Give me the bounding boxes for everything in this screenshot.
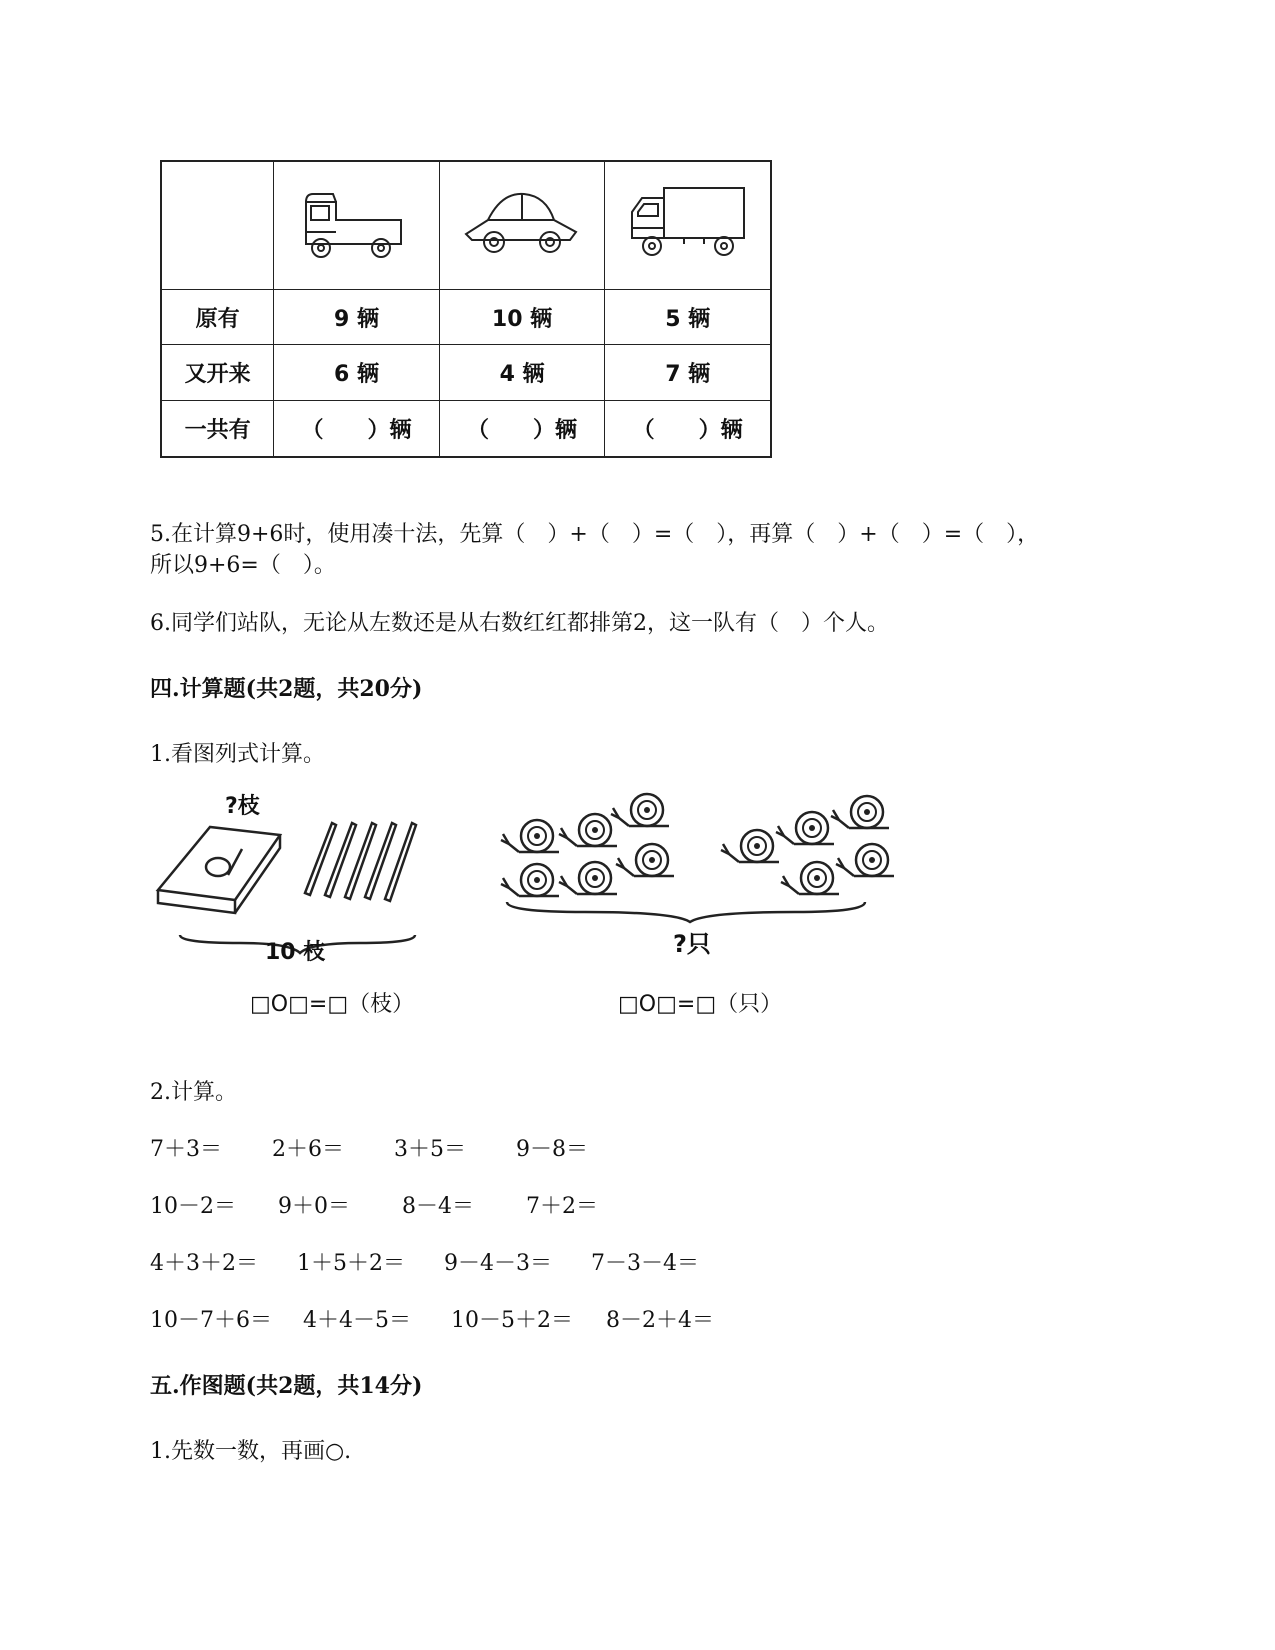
car-icon — [462, 182, 582, 262]
vehicle-count-table — [160, 160, 772, 458]
calc-item[interactable]: 4＋4－5＝ — [303, 1308, 411, 1333]
van-truck-icon — [628, 182, 748, 262]
calc-item[interactable]: 3＋5＝ — [394, 1137, 466, 1162]
picture-2-equation[interactable]: □O□=□（只） — [618, 992, 783, 1017]
table-cell: 9 辆 — [274, 289, 440, 345]
calc-row-2 — [150, 1192, 598, 1222]
calc-item[interactable]: 9＋0＝ — [278, 1194, 350, 1219]
row-label: 一共有 — [161, 401, 274, 457]
row-label: 原有 — [161, 289, 274, 345]
calc-item[interactable]: 10－5＋2＝ — [451, 1308, 573, 1333]
calc-row-4 — [150, 1306, 714, 1336]
calc-item[interactable]: 7－3－4＝ — [591, 1251, 699, 1276]
snails-icon — [495, 790, 915, 925]
table-corner-cell — [161, 161, 274, 289]
table-cell: 7 辆 — [605, 345, 771, 401]
calc-item[interactable]: 8－4＝ — [402, 1194, 474, 1219]
calc-row-3 — [150, 1249, 699, 1279]
section-4-heading: 四.计算题(共2题，共20分) — [150, 676, 423, 702]
picture-snails — [495, 790, 915, 965]
calc-item[interactable]: 1＋5＋2＝ — [297, 1251, 405, 1276]
table-cell: 10 辆 — [439, 289, 605, 345]
table-cell: 4 辆 — [439, 345, 605, 401]
picture-2-bottom-label: ?只 — [673, 930, 711, 958]
calc-row-1 — [150, 1135, 588, 1165]
calc-item[interactable]: 4＋3＋2＝ — [150, 1251, 258, 1276]
section-5-heading: 五.作图题(共2题，共14分) — [150, 1373, 423, 1399]
table-icon-row — [161, 161, 771, 289]
question-5-line-1: 5.在计算9+6时，使用凑十法，先算（ ）+（ ）=（ ），再算（ ）+（ ）=（ ）， — [150, 522, 1040, 547]
calc-item[interactable]: 9－4－3＝ — [444, 1251, 552, 1276]
calc-item[interactable]: 10－2＝ — [150, 1194, 236, 1219]
row-label: 又开来 — [161, 345, 274, 401]
car-cell — [439, 161, 605, 289]
truck-icon — [301, 182, 411, 262]
answer-cell[interactable]: （ ）辆 — [605, 401, 771, 457]
calc-item[interactable]: 8－2＋4＝ — [606, 1308, 714, 1333]
answer-cell[interactable]: （ ）辆 — [439, 401, 605, 457]
truck-cell — [274, 161, 440, 289]
table-row-original — [161, 289, 771, 345]
picture-1-bottom-label: 10 枝 — [265, 940, 326, 965]
section-5-question-1: 1.先数一数，再画○. — [150, 1439, 352, 1464]
van-truck-cell — [605, 161, 771, 289]
answer-cell[interactable]: （ ）辆 — [274, 401, 440, 457]
section-4-question-2: 2.计算。 — [150, 1080, 237, 1105]
picture-1-equation[interactable]: □O□=□（枝） — [250, 992, 415, 1017]
table-cell: 6 辆 — [274, 345, 440, 401]
calc-item[interactable]: 7＋3＝ — [150, 1137, 222, 1162]
table-cell: 5 辆 — [605, 289, 771, 345]
picture-1-top-label: ?枝 — [225, 794, 260, 819]
question-5-line-2: 所以9+6=（ ）。 — [150, 553, 336, 578]
calc-item[interactable]: 10－7＋6＝ — [150, 1308, 272, 1333]
calc-item[interactable]: 9－8＝ — [516, 1137, 588, 1162]
table-row-total — [161, 401, 771, 457]
section-4-question-1: 1.看图列式计算。 — [150, 742, 325, 767]
calc-item[interactable]: 2＋6＝ — [272, 1137, 344, 1162]
question-6: 6.同学们站队，无论从左数还是从右数红红都排第2，这一队有（ ）个人。 — [150, 611, 889, 636]
table-row-arrived — [161, 345, 771, 401]
calc-item[interactable]: 7＋2＝ — [526, 1194, 598, 1219]
